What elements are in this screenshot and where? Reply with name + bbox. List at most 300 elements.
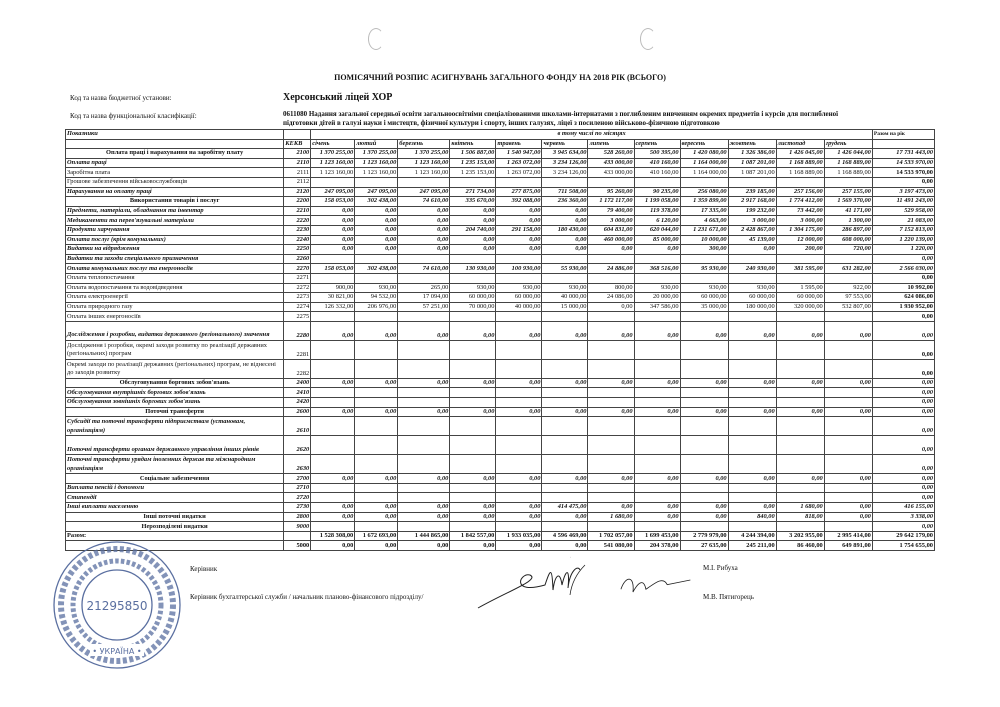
month-header-4: травень [496, 139, 542, 149]
month-value: 0,00 [450, 503, 496, 513]
row-code: 2111 [284, 168, 311, 178]
month-value: 40 000,00 [496, 302, 542, 312]
month-value: 286 897,00 [824, 225, 872, 235]
month-value [776, 436, 824, 455]
month-value [634, 493, 680, 503]
month-value: 0,00 [311, 245, 355, 255]
row-label: Обслуговування внутрішніх боргових зобов'язань [66, 388, 284, 398]
month-value [588, 359, 634, 378]
month-value [542, 493, 588, 503]
month-value [588, 177, 634, 187]
row-code: 2273 [284, 293, 311, 303]
month-value: 3 000,00 [776, 216, 824, 226]
month-value [588, 254, 634, 264]
official-stamp [52, 540, 182, 670]
month-value [496, 254, 542, 264]
row-total: 0,00 [872, 407, 934, 417]
row-total: 21 083,00 [872, 216, 934, 226]
month-value: 0,00 [542, 378, 588, 388]
month-value [311, 522, 355, 532]
row-total: 0,00 [872, 273, 934, 283]
month-value: 0,00 [824, 407, 872, 417]
month-value [542, 455, 588, 474]
month-value: 1 164 000,00 [680, 168, 728, 178]
month-value: 74 610,00 [398, 264, 450, 274]
month-value: 79 400,00 [588, 206, 634, 216]
row-total: 10 992,00 [872, 283, 934, 293]
month-value [588, 273, 634, 283]
month-value: 0,00 [355, 541, 398, 551]
month-value [680, 522, 728, 532]
month-value: 0,00 [588, 321, 634, 340]
month-value [311, 455, 355, 474]
month-value: 0,00 [680, 512, 728, 522]
month-value: 818,00 [776, 512, 824, 522]
month-value [398, 312, 450, 322]
month-value: 4 244 394,00 [728, 531, 776, 541]
row-total: 0,00 [872, 522, 934, 532]
month-value [355, 417, 398, 436]
month-value: 4 596 469,00 [542, 531, 588, 541]
month-value: 0,00 [680, 474, 728, 484]
month-value: 245 211,00 [728, 541, 776, 551]
month-value [634, 254, 680, 264]
month-value: 0,00 [450, 216, 496, 226]
month-value: 1 506 887,00 [450, 149, 496, 159]
month-value [634, 312, 680, 322]
month-value [634, 417, 680, 436]
month-value [450, 273, 496, 283]
row-code: 2410 [284, 388, 311, 398]
row-total: 3 338,00 [872, 512, 934, 522]
row-label: Видатки та заходи спеціального призначення [66, 254, 284, 264]
month-value: 0,00 [542, 245, 588, 255]
month-value: 930,00 [680, 283, 728, 293]
month-value: 74 610,00 [398, 197, 450, 207]
month-value: 1 087 201,00 [728, 168, 776, 178]
month-value [496, 312, 542, 322]
row-label: Поточні трансферти урядам іноземних держав та міжнародним організаціям [66, 455, 284, 474]
month-value [776, 388, 824, 398]
month-value [450, 493, 496, 503]
row-total: 0,00 [872, 474, 934, 484]
table-row [66, 225, 935, 235]
month-value [824, 436, 872, 455]
month-value: 0,00 [728, 474, 776, 484]
month-value [355, 522, 398, 532]
month-value [450, 522, 496, 532]
month-value: 0,00 [355, 474, 398, 484]
row-label: Поточні трансферти [66, 407, 284, 417]
month-value: 1 569 370,00 [824, 197, 872, 207]
month-value: 0,00 [542, 206, 588, 216]
row-label: Обслуговування зовнішніх боргових зобов'язань [66, 398, 284, 408]
month-value: 271 734,00 [450, 187, 496, 197]
row-code: 2400 [284, 378, 311, 388]
month-value [634, 483, 680, 493]
row-label: Оплата водопостачання та водовідведення [66, 283, 284, 293]
table-row [66, 321, 935, 340]
month-value [311, 340, 355, 359]
month-value: 1 444 865,00 [398, 531, 450, 541]
month-value: 0,00 [634, 321, 680, 340]
month-value: 0,00 [496, 216, 542, 226]
row-code: 2700 [284, 474, 311, 484]
row-label: Грошове забезпечення військовослужбовців [66, 177, 284, 187]
month-value: 930,00 [496, 283, 542, 293]
row-total: 1 220,00 [872, 245, 934, 255]
month-value: 60 000,00 [680, 293, 728, 303]
month-value [542, 254, 588, 264]
row-total: 1 754 655,00 [872, 541, 934, 551]
month-header-8: вересень [680, 139, 728, 149]
row-total: 0,00 [872, 483, 934, 493]
month-value: 17 335,00 [680, 206, 728, 216]
month-value: 0,00 [680, 407, 728, 417]
month-value [588, 312, 634, 322]
row-total: 1 220 139,00 [872, 235, 934, 245]
row-code: 2600 [284, 407, 311, 417]
month-value [824, 177, 872, 187]
head-name: М.І. Рибуха [703, 564, 738, 572]
row-code: 2800 [284, 512, 311, 522]
month-value: 0,00 [496, 245, 542, 255]
month-value: 277 875,00 [496, 187, 542, 197]
month-value [311, 312, 355, 322]
row-total: 3 197 473,00 [872, 187, 934, 197]
month-value [588, 436, 634, 455]
month-value [824, 398, 872, 408]
month-value: 0,00 [450, 407, 496, 417]
month-value [450, 455, 496, 474]
month-value: 0,00 [634, 512, 680, 522]
row-label: Нерозподілені видатки [66, 522, 284, 532]
table-row [66, 541, 935, 551]
month-value: 95 930,00 [680, 264, 728, 274]
month-value [450, 254, 496, 264]
month-value [728, 388, 776, 398]
row-total: 7 152 813,00 [872, 225, 934, 235]
month-value: 900,00 [311, 283, 355, 293]
row-total: 14 533 970,00 [872, 158, 934, 168]
month-value: 0,00 [450, 206, 496, 216]
month-value [355, 359, 398, 378]
month-value: 247 095,00 [398, 187, 450, 197]
row-label: Нарахування на оплату праці [66, 187, 284, 197]
row-total: 0,00 [872, 417, 934, 436]
month-value [824, 483, 872, 493]
month-value [311, 254, 355, 264]
month-value: 0,00 [450, 512, 496, 522]
month-value: 94 532,00 [355, 293, 398, 303]
month-value [776, 493, 824, 503]
month-value: 1 123 160,00 [398, 158, 450, 168]
month-value [398, 417, 450, 436]
month-header-11: грудень [824, 139, 872, 149]
month-value [355, 312, 398, 322]
month-value [728, 455, 776, 474]
month-value [311, 388, 355, 398]
month-value [496, 417, 542, 436]
month-value: 541 080,00 [588, 541, 634, 551]
month-value: 57 251,00 [398, 302, 450, 312]
month-value [542, 359, 588, 378]
month-value [542, 417, 588, 436]
month-value: 0,00 [824, 474, 872, 484]
month-header-1: лютий [355, 139, 398, 149]
month-value: 10 000,00 [680, 235, 728, 245]
month-value [728, 177, 776, 187]
table-row [66, 149, 935, 159]
month-value: 24 086,00 [588, 293, 634, 303]
month-value: 1 235 153,00 [450, 158, 496, 168]
accountant-signature [570, 545, 695, 615]
month-value [542, 522, 588, 532]
table-row [66, 177, 935, 187]
month-value: 1 231 671,00 [680, 225, 728, 235]
month-value: 3 945 634,00 [542, 149, 588, 159]
month-value: 1 123 160,00 [311, 158, 355, 168]
month-value: 257 156,00 [776, 187, 824, 197]
month-value: 60 000,00 [728, 293, 776, 303]
month-value [776, 177, 824, 187]
month-value [634, 455, 680, 474]
month-value [680, 273, 728, 283]
month-value: 3 234 126,00 [542, 168, 588, 178]
month-value: 0,00 [398, 512, 450, 522]
month-value: 0,00 [311, 235, 355, 245]
row-code: 2274 [284, 302, 311, 312]
month-value [355, 177, 398, 187]
month-value [496, 340, 542, 359]
month-value: 302 438,00 [355, 197, 398, 207]
row-code: 2420 [284, 398, 311, 408]
month-value: 17 094,00 [398, 293, 450, 303]
month-value: 0,00 [542, 407, 588, 417]
month-value [450, 417, 496, 436]
month-value: 24 886,00 [588, 264, 634, 274]
month-value [496, 436, 542, 455]
month-value: 20 000,00 [634, 293, 680, 303]
month-value: 604 831,00 [588, 225, 634, 235]
month-value [776, 483, 824, 493]
month-value [824, 359, 872, 378]
classification-label: Код та назва функціональної класифікації: [70, 112, 197, 120]
row-label: Заробітна плата [66, 168, 284, 178]
month-value [588, 417, 634, 436]
row-total: 0,00 [872, 455, 934, 474]
row-total: 529 958,00 [872, 206, 934, 216]
month-value: 1 123 160,00 [311, 168, 355, 178]
month-value: 300,00 [680, 245, 728, 255]
month-value: 1 168 889,00 [824, 168, 872, 178]
month-value: 1 540 947,00 [496, 149, 542, 159]
month-value: 1 263 072,00 [496, 158, 542, 168]
month-value: 1 164 000,00 [680, 158, 728, 168]
month-value: 0,00 [824, 503, 872, 513]
table-row [66, 407, 935, 417]
month-value: 392 088,00 [496, 197, 542, 207]
table-row [66, 302, 935, 312]
month-value: 0,00 [588, 245, 634, 255]
month-value: 0,00 [398, 474, 450, 484]
month-value: 0,00 [588, 378, 634, 388]
month-value: 1 672 693,00 [355, 531, 398, 541]
table-row [66, 312, 935, 322]
row-label: Соціальне забезпечення [66, 474, 284, 484]
month-value [450, 312, 496, 322]
month-value [680, 436, 728, 455]
month-value: 41 171,00 [824, 206, 872, 216]
month-value: 60 000,00 [496, 293, 542, 303]
table-row [66, 187, 935, 197]
table-row [66, 206, 935, 216]
month-value: 3 234 126,00 [542, 158, 588, 168]
month-value [776, 522, 824, 532]
code-header: КЕКВ [284, 139, 311, 149]
month-value: 0,00 [398, 503, 450, 513]
month-value: 649 891,00 [824, 541, 872, 551]
month-value: 1 370 255,00 [311, 149, 355, 159]
table-row [66, 474, 935, 484]
month-value: 0,00 [588, 407, 634, 417]
month-value: 119 378,00 [634, 206, 680, 216]
month-value: 1 680,00 [776, 503, 824, 513]
row-total: 0,00 [872, 388, 934, 398]
classification-line-1: 0611080 Надання загальної середньої освіти загальноосвітніми спеціалізованими школами-інтернатами з поглибленим вивченням окремих предметів і курсів для поглибленої [283, 110, 839, 118]
month-value: 0,00 [496, 407, 542, 417]
month-value: 1 680,00 [588, 512, 634, 522]
month-value: 0,00 [450, 245, 496, 255]
month-value: 1 168 889,00 [776, 168, 824, 178]
punch-hole-left [368, 28, 384, 50]
row-label: Інші виплати населенню [66, 503, 284, 513]
month-value [311, 436, 355, 455]
month-header-10: листопад [776, 139, 824, 149]
month-value: 1 933 035,00 [496, 531, 542, 541]
month-value: 532 807,00 [824, 302, 872, 312]
month-value: 40 000,00 [542, 293, 588, 303]
month-value [776, 398, 824, 408]
accountant-label: Керівник бухгалтерської служби / начальник планово-фінансового підрозділу/ [190, 593, 424, 601]
month-value: 0,00 [634, 407, 680, 417]
month-value [776, 340, 824, 359]
month-header-2: березень [398, 139, 450, 149]
month-value: 720,00 [824, 245, 872, 255]
month-value: 0,00 [355, 225, 398, 235]
month-value: 0,00 [634, 503, 680, 513]
row-code: 2275 [284, 312, 311, 322]
row-label: Оплата комунальних послуг та енергоносіїв [66, 264, 284, 274]
month-value: 0,00 [634, 378, 680, 388]
month-value: 528 260,00 [588, 149, 634, 159]
row-total: 0,00 [872, 493, 934, 503]
row-label: Оплата праці і нарахування на заробітну плату [66, 149, 284, 159]
month-value [588, 493, 634, 503]
month-value: 930,00 [634, 283, 680, 293]
month-value [450, 388, 496, 398]
month-value [776, 455, 824, 474]
month-header-0: січень [311, 139, 355, 149]
month-value: 0,00 [355, 378, 398, 388]
row-label: Стипендії [66, 493, 284, 503]
month-value: 0,00 [398, 225, 450, 235]
month-value: 90 235,00 [634, 187, 680, 197]
table-row [66, 340, 935, 359]
row-code: 2620 [284, 436, 311, 455]
month-value: 1 426 044,00 [824, 149, 872, 159]
table-row [66, 197, 935, 207]
month-value [450, 177, 496, 187]
row-total: 17 731 443,00 [872, 149, 934, 159]
month-value: 0,00 [450, 321, 496, 340]
month-value [311, 493, 355, 503]
row-code: 2280 [284, 321, 311, 340]
month-value: 0,00 [398, 206, 450, 216]
month-value: 0,00 [398, 216, 450, 226]
row-total: 0,00 [872, 254, 934, 264]
table-row [66, 522, 935, 532]
month-value [311, 417, 355, 436]
month-value: 2 917 168,00 [728, 197, 776, 207]
month-value [728, 436, 776, 455]
row-total: 0,00 [872, 378, 934, 388]
table-row [66, 158, 935, 168]
row-total: 0,00 [872, 340, 934, 359]
head-label: Керівник [190, 565, 218, 573]
month-value: 368 516,00 [634, 264, 680, 274]
row-code: 2110 [284, 158, 311, 168]
month-value [355, 254, 398, 264]
month-value [450, 359, 496, 378]
month-value: 35 000,00 [680, 302, 728, 312]
month-value: 1 087 201,00 [728, 158, 776, 168]
row-label: Оплата праці [66, 158, 284, 168]
month-value [776, 417, 824, 436]
row-total: 0,00 [872, 321, 934, 340]
month-value [355, 388, 398, 398]
month-value [355, 398, 398, 408]
month-value: 1 420 080,00 [680, 149, 728, 159]
month-value [542, 398, 588, 408]
month-value: 0,00 [311, 407, 355, 417]
month-value: 291 158,00 [496, 225, 542, 235]
row-label: Дослідження і розробки, окремі заходи розвитку по реалізації державних (регіональних) програм [66, 340, 284, 359]
month-value: 4 663,00 [680, 216, 728, 226]
month-value: 1 702 057,00 [588, 531, 634, 541]
month-value: 0,00 [680, 503, 728, 513]
table-row [66, 493, 935, 503]
row-label: Виплата пенсій і допомоги [66, 483, 284, 493]
month-value: 3 000,00 [728, 216, 776, 226]
month-header-7: серпень [634, 139, 680, 149]
table-row [66, 436, 935, 455]
month-value: 0,00 [355, 245, 398, 255]
month-value: 320 000,00 [776, 302, 824, 312]
month-value [680, 177, 728, 187]
month-value [728, 493, 776, 503]
row-label: Оплата теплопостачання [66, 273, 284, 283]
month-value: 460 000,00 [588, 235, 634, 245]
row-code: 2720 [284, 493, 311, 503]
month-value [355, 483, 398, 493]
months-header: в тому числі по місяцях [311, 130, 873, 140]
month-value [728, 312, 776, 322]
row-code: 2230 [284, 225, 311, 235]
month-value [311, 273, 355, 283]
month-value [728, 483, 776, 493]
month-value [588, 388, 634, 398]
